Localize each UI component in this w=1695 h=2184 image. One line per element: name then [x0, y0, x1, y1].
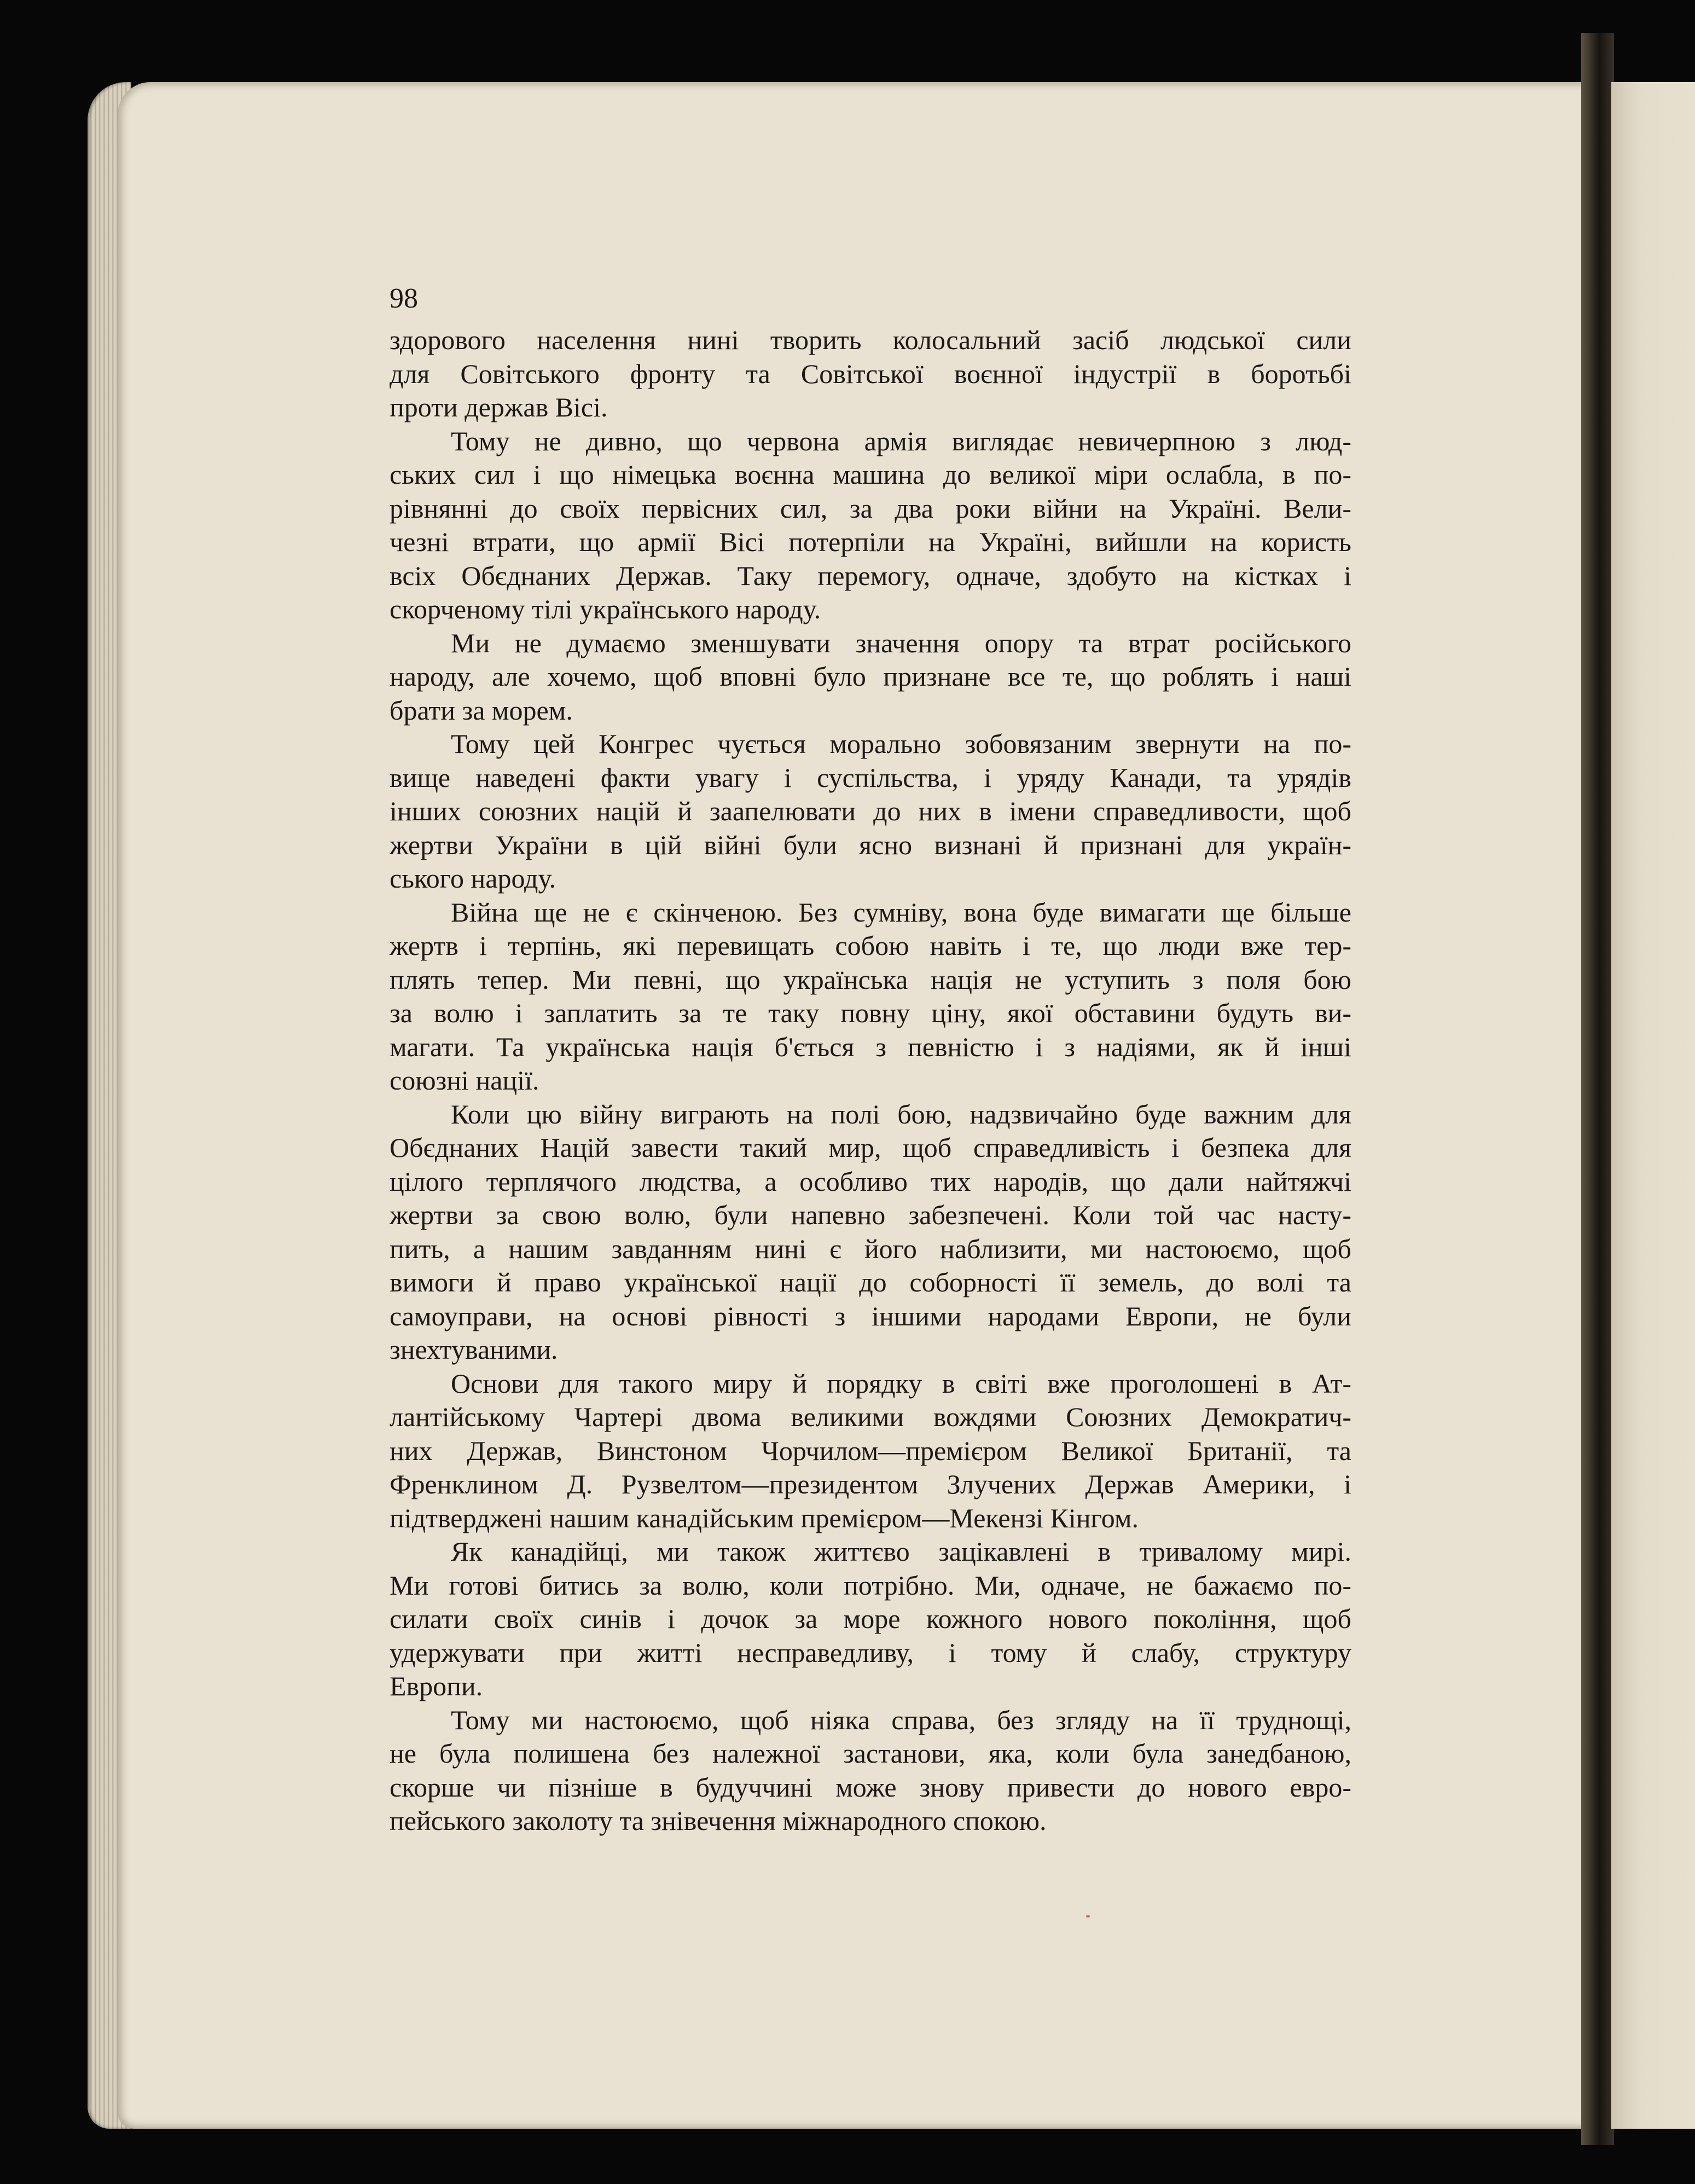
text-line: вище наведені факти увагу і суспільства, і уряду Канади, та урядів	[390, 762, 1351, 793]
text-line: здорового населення нині творить колосальний засіб людської сили	[390, 325, 1351, 355]
text-line: союзні нації.	[390, 1065, 539, 1096]
paragraph	[390, 323, 1351, 425]
text-line: пейського заколоту та знівечення міжнародного спокою.	[390, 1805, 1047, 1836]
paragraph	[390, 727, 1351, 896]
paragraph	[390, 1535, 1351, 1704]
text-line: інших союзних націй й заапелювати до них в імени справедливости, щоб	[390, 796, 1351, 826]
paragraph	[390, 1367, 1351, 1536]
text-line: лантійському Чартері двома великими вождями Союзних Демократич-	[390, 1401, 1351, 1432]
text-line: них Держав, Винстоном Чорчилом—премієром Великої Британії, та	[390, 1435, 1351, 1466]
text-line: Тому ми настоюємо, щоб ніяка справа, без згляду на її труднощі,	[451, 1704, 1351, 1735]
text-line: жертв і терпінь, які перевищать собою навіть і те, що люди вже тер-	[390, 930, 1351, 961]
text-line: знехтуваними.	[390, 1334, 558, 1365]
text-line: всіх Обєднаних Держав. Таку перемогу, одначе, здобуто на кістках і	[390, 560, 1351, 591]
text-line: самоуправи, на основі рівності з іншими народами Европи, не були	[390, 1300, 1351, 1331]
text-line: вимоги й право української нації до соборності її земель, до волі та	[390, 1267, 1351, 1297]
text-line: цілого терплячого людства, а особливо тих народів, що дали найтяжчі	[390, 1166, 1351, 1197]
facing-page-edge	[1611, 82, 1695, 2129]
body-text	[390, 323, 1351, 1838]
text-line: народу, але хочемо, щоб вповні було признане все те, що роблять і наші	[390, 661, 1351, 692]
page-text-block	[390, 278, 1351, 1838]
book-gutter	[1581, 33, 1614, 2145]
text-line: для Совітського фронту та Совітської воєнної індустрії в боротьбі	[390, 358, 1351, 389]
text-line: Ми готові битись за волю, коли потрібно. Ми, одначе, не бажаємо по-	[390, 1569, 1351, 1601]
text-line: Европи.	[390, 1671, 483, 1701]
text-line: Коли цю війну виграють на полі бою, надзвичайно буде важним для	[451, 1098, 1351, 1129]
paper-speck	[1086, 1915, 1090, 1917]
text-line: скорше чи пізніше в будуччині може знову привести до нового евро-	[390, 1771, 1351, 1803]
text-line: удержувати при житті несправедливу, і тому й слабу, структуру	[390, 1637, 1351, 1668]
text-line: ських сил і що німецька воєнна машина до великої міри ослабла, в по-	[390, 459, 1351, 490]
text-line: силати своїх синів і дочок за море кожного нового покоління, щоб	[390, 1603, 1351, 1634]
paragraph	[390, 896, 1351, 1098]
text-line: Обєднаних Націй завести такий мир, щоб справедливість і безпека для	[390, 1132, 1351, 1163]
text-line: чезні втрати, що армії Вісі потерпіли на Україні, вийшли на користь	[390, 526, 1351, 557]
paragraph	[390, 627, 1351, 728]
text-line: Тому не дивно, що червона армія виглядає невичерпною з люд-	[451, 425, 1351, 456]
text-line: рівнянні до своїх первісних сил, за два роки війни на Україні. Вели-	[390, 493, 1351, 524]
text-line: скорченому тілі українського народу.	[390, 594, 821, 624]
text-line: плять тепер. Ми певні, що українська нація не уступить з поля бою	[390, 964, 1351, 995]
text-line: магати. Та українська нація б'ється з певністю і з надіями, як й інші	[390, 1031, 1351, 1062]
text-line: Тому цей Конгрес чується морально зобовязаним звернути на по-	[451, 728, 1351, 759]
text-line: Френклином Д. Рузвелтом—президентом Злучених Держав Америки, і	[390, 1469, 1351, 1499]
text-line: жертви за свою волю, були напевно забезпечені. Коли той час насту-	[390, 1200, 1351, 1230]
text-line: проти держав Вісі.	[390, 392, 608, 422]
paragraph	[390, 1704, 1351, 1838]
text-line: не була полишена без належної застанови, яка, коли була занедбаною,	[390, 1738, 1351, 1769]
text-line: ського народу.	[390, 863, 556, 894]
text-line: пить, а нашим завданням нині є його наблизити, ми настоюємо, щоб	[390, 1233, 1351, 1264]
text-line: Війна ще не є скінченою. Без сумніву, вона буде вимагати ще більше	[451, 896, 1351, 928]
text-line: Основи для такого миру й порядку в світі вже проголошені в Ат-	[451, 1368, 1351, 1399]
text-line: Ми не думаємо зменшувати значення опору та втрат російського	[451, 627, 1351, 658]
paragraph	[390, 1098, 1351, 1367]
text-line: брати за морем.	[390, 694, 573, 726]
text-line: жертви України в цій війні були ясно визнані й признані для україн-	[390, 829, 1351, 860]
page-number: 98	[390, 283, 418, 314]
paragraph	[390, 425, 1351, 627]
text-line: за волю і заплатить за те таку повну ціну, якої обставини будуть ви-	[390, 998, 1351, 1028]
text-line: Як канадійці, ми також життєво зацікавлені в тривалому мирі.	[451, 1536, 1351, 1567]
text-line: підтверджені нашим канадійським премієром—Мекензі Кінгом.	[390, 1502, 1139, 1533]
